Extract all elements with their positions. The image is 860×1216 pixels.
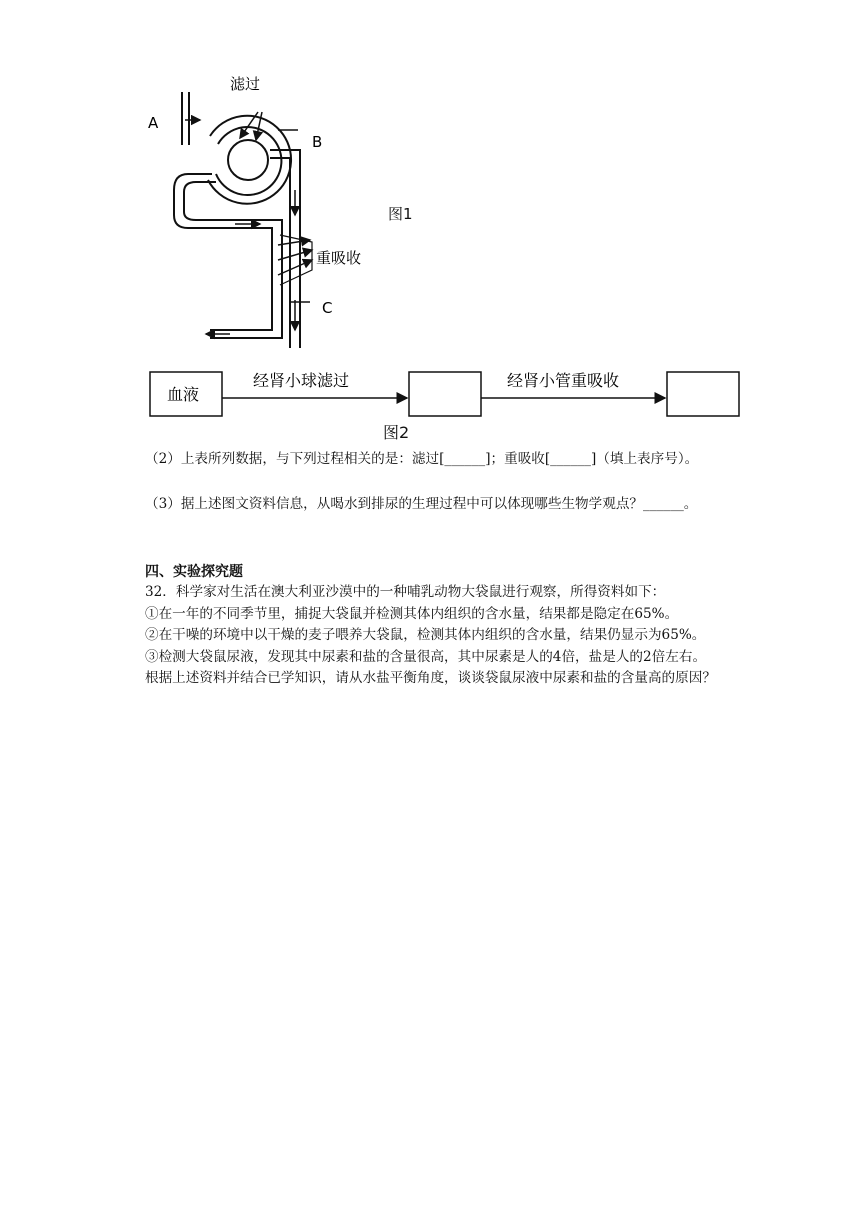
arrow2-label: 经肾小管重吸收: [507, 371, 620, 390]
q32-item-1: ①在一年的不同季节里，捕捉大袋鼠并检测其体内组织的含水量，结果都是隐定在65%。: [145, 605, 679, 622]
label-reabsorption: 重吸收: [316, 249, 362, 267]
label-a: A: [148, 114, 159, 132]
box-blood-label: 血液: [167, 385, 200, 404]
arrow1-label: 经肾小球滤过: [253, 371, 350, 390]
q32-prompt: 根据上述资料并结合已学知识，请从水盐平衡角度，谈谈袋鼠尿液中尿素和盐的含量高的原因？: [145, 670, 716, 686]
renal-capsule: [216, 127, 281, 195]
q32-item-3: ③检测大袋鼠尿液，发现其中尿素和盐的含量很高，其中尿素是人的4倍，盐是人的2倍左右。: [145, 648, 707, 665]
label-c: C: [322, 299, 333, 317]
label-b: B: [312, 133, 323, 151]
figure1-caption: 图1: [388, 205, 413, 223]
label-filtration: 滤过: [230, 75, 261, 93]
flow-diagram: [145, 360, 745, 440]
q32-item-2: ②在干噪的环境中以干燥的麦子喂养大袋鼠，检测其体内组织的含水量，结果仍显示为65%。: [145, 627, 706, 643]
box-empty-2: [667, 372, 739, 416]
question-2: （2）上表所列数据，与下列过程相关的是：滤过[______]；重吸收[______]（填上表序号）。: [145, 451, 699, 467]
figure2-caption: 图2: [383, 423, 410, 442]
box-empty-1: [409, 372, 481, 416]
q32-intro: 32．科学家对生活在澳大利亚沙漠中的一种哺乳动物大袋鼠进行观察，所得资料如下：: [145, 584, 666, 600]
section-title: 四、实验探究题: [145, 564, 243, 580]
question-32: [145, 582, 720, 690]
question-3: （3）据上述图文资料信息，从喝水到排尿的生理过程中可以体现哪些生物学观点？______。: [145, 496, 698, 512]
glomerulus: [228, 140, 268, 180]
